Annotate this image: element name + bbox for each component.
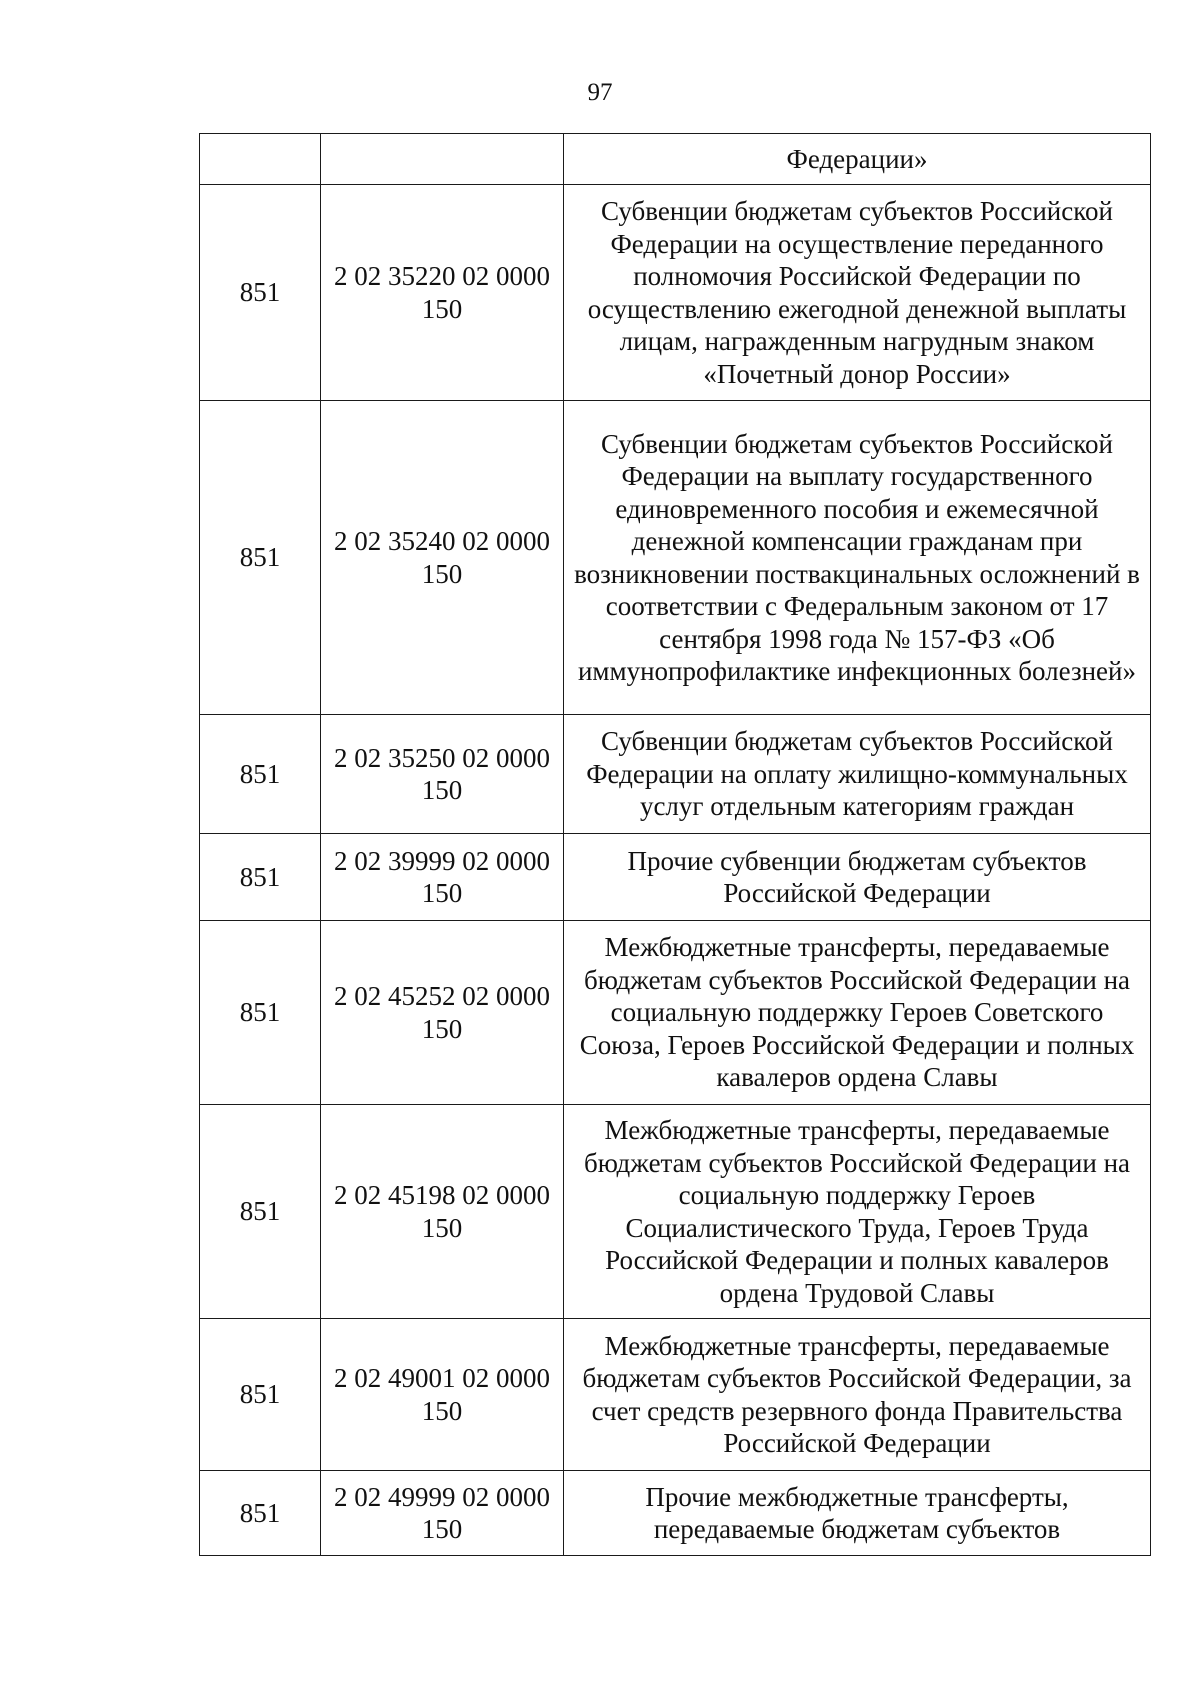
budget-code-cell: 2 02 49001 02 0000 150 xyxy=(321,1319,564,1471)
budget-code-cell: 2 02 35240 02 0000 150 xyxy=(321,401,564,715)
admin-code-cell: 851 xyxy=(200,921,321,1105)
budget-code-cell: 2 02 45198 02 0000 150 xyxy=(321,1105,564,1319)
table-row xyxy=(200,401,1151,715)
admin-code-cell: 851 xyxy=(200,1471,321,1556)
table-row xyxy=(200,1319,1151,1471)
revenue-name-cell: Межбюджетные трансферты, передаваемые бюджетам субъектов Российской Федерации на социальную поддержку Героев Социалистического Труда, Героев Труда Российской Федерации и полных кавалеров ордена Трудовой Славы xyxy=(564,1105,1151,1319)
revenue-name-cell: Субвенции бюджетам субъектов Российской Федерации на оплату жилищно-коммунальных услуг отдельным категориям граждан xyxy=(564,715,1151,834)
table-row xyxy=(200,185,1151,401)
budget-code-cell: 2 02 35220 02 0000 150 xyxy=(321,185,564,401)
revenue-name-cell: Прочие межбюджетные трансферты, передаваемые бюджетам субъектов xyxy=(564,1471,1151,1556)
admin-code-cell: 851 xyxy=(200,1105,321,1319)
admin-code-cell: 851 xyxy=(200,401,321,715)
admin-code-cell: 851 xyxy=(200,834,321,921)
table-row xyxy=(200,921,1151,1105)
budget-code-cell: 2 02 35250 02 0000 150 xyxy=(321,715,564,834)
revenue-name-cell: Межбюджетные трансферты, передаваемые бюджетам субъектов Российской Федерации на социальную поддержку Героев Советского Союза, Героев Российской Федерации и полных кавалеров ордена Славы xyxy=(564,921,1151,1105)
admin-code-cell: 851 xyxy=(200,715,321,834)
table-row xyxy=(200,834,1151,921)
budget-revenue-table xyxy=(199,133,1151,1556)
revenue-name-cell: Субвенции бюджетам субъектов Российской Федерации на выплату государственного единовременного пособия и ежемесячной денежной компенсации гражданам при возникновении поствакцинальных осложнений в соответствии с Федеральным законом от 17 сентября 1998 года № 157-ФЗ «Об иммунопрофилактике инфекционных болезней» xyxy=(564,401,1151,715)
table-row xyxy=(200,715,1151,834)
table-row xyxy=(200,134,1151,185)
budget-code-cell: 2 02 45252 02 0000 150 xyxy=(321,921,564,1105)
budget-code-cell: 2 02 39999 02 0000 150 xyxy=(321,834,564,921)
budget-code-cell xyxy=(321,134,564,185)
revenue-name-cell: Межбюджетные трансферты, передаваемые бюджетам субъектов Российской Федерации, за счет средств резервного фонда Правительства Российской Федерации xyxy=(564,1319,1151,1471)
admin-code-cell: 851 xyxy=(200,185,321,401)
table-row xyxy=(200,1471,1151,1556)
budget-code-cell: 2 02 49999 02 0000 150 xyxy=(321,1471,564,1556)
page-number: 97 xyxy=(587,79,613,106)
revenue-name-cell: Федерации» xyxy=(564,134,1151,185)
revenue-name-cell: Субвенции бюджетам субъектов Российской Федерации на осуществление переданного полномочия Российской Федерации по осуществлению ежегодной денежной выплаты лицам, награжденным нагрудным знаком «Почетный донор России» xyxy=(564,185,1151,401)
table-row xyxy=(200,1105,1151,1319)
admin-code-cell: 851 xyxy=(200,1319,321,1471)
admin-code-cell xyxy=(200,134,321,185)
revenue-name-cell: Прочие субвенции бюджетам субъектов Российской Федерации xyxy=(564,834,1151,921)
